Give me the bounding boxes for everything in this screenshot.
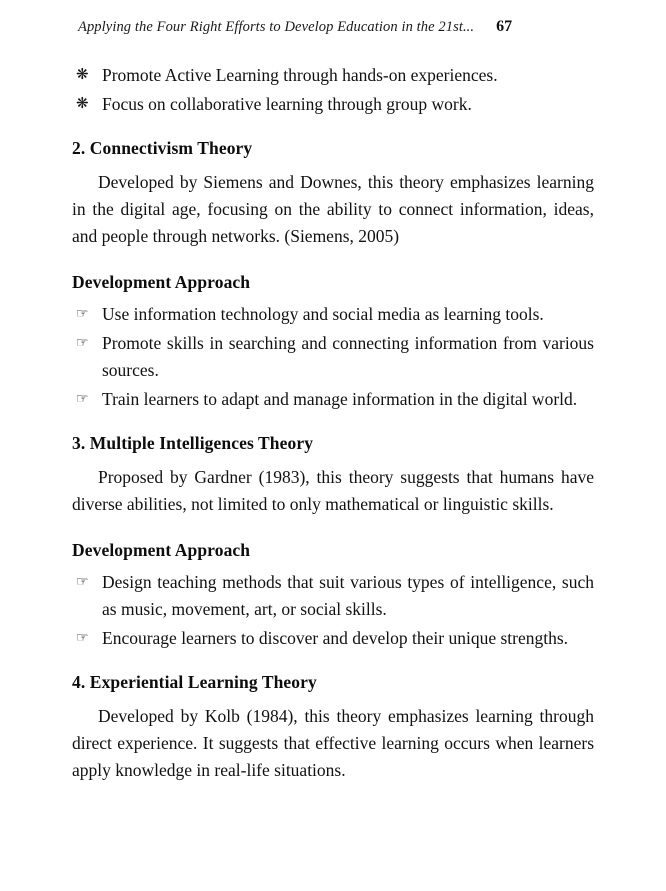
sub-heading: Development Approach	[72, 540, 251, 560]
list-item	[72, 386, 594, 413]
running-header-title: Applying the Four Right Efforts to Develop Education in the 21st...	[78, 19, 475, 35]
section-heading: 3. Multiple Intelligences Theory	[72, 433, 314, 453]
section-experiential-learning	[72, 672, 594, 784]
running-header	[72, 18, 594, 36]
section-heading: 2. Connectivism Theory	[72, 138, 253, 158]
list-item-text: Design teaching methods that suit various types of intelligence, such as music, movement, art, or social skills.	[102, 572, 594, 619]
section-connectivism	[72, 138, 594, 413]
section-multiple-intelligences	[72, 433, 594, 652]
list-item-text: Encourage learners to discover and develop their unique strengths.	[102, 628, 569, 648]
pointing-hand-icon: ☞	[76, 392, 89, 407]
pointing-hand-icon: ☞	[76, 631, 89, 646]
list-item	[72, 62, 594, 89]
section-paragraph: Proposed by Gardner (1983), this theory suggests that humans have diverse abilities, not limited to only mathematical or linguistic skills.	[72, 467, 594, 514]
top-bullet-list	[72, 62, 594, 118]
list-item-text: Promote skills in searching and connecting information from various sources.	[102, 333, 594, 380]
pointing-hand-icon: ☞	[76, 336, 89, 351]
page-number: 67	[496, 18, 513, 35]
list-item	[72, 330, 594, 384]
list-item-text: Use information technology and social media as learning tools.	[102, 304, 544, 324]
list-item-text: Focus on collaborative learning through group work.	[102, 94, 472, 114]
list-item-text: Promote Active Learning through hands-on experiences.	[102, 65, 498, 85]
development-approach-list	[72, 569, 594, 652]
list-item	[72, 91, 594, 118]
section-paragraph: Developed by Kolb (1984), this theory emphasizes learning through direct experience. It suggests that effective learning occurs when learners apply knowledge in real-life situations.	[72, 706, 594, 780]
list-item	[72, 301, 594, 328]
development-approach-list	[72, 301, 594, 413]
pointing-hand-icon: ☞	[76, 575, 89, 590]
sub-heading: Development Approach	[72, 272, 251, 292]
diamond-bullet-icon: ❋	[76, 96, 89, 112]
pointing-hand-icon: ☞	[76, 307, 89, 322]
diamond-bullet-icon: ❋	[76, 67, 89, 83]
list-item	[72, 569, 594, 623]
section-heading: 4. Experiential Learning Theory	[72, 672, 317, 692]
section-paragraph: Developed by Siemens and Downes, this theory emphasizes learning in the digital age, focusing on the ability to connect information, ideas, and people through networks. (Siemens, 2005)	[72, 172, 594, 246]
list-item	[72, 625, 594, 652]
list-item-text: Train learners to adapt and manage information in the digital world.	[102, 389, 578, 409]
